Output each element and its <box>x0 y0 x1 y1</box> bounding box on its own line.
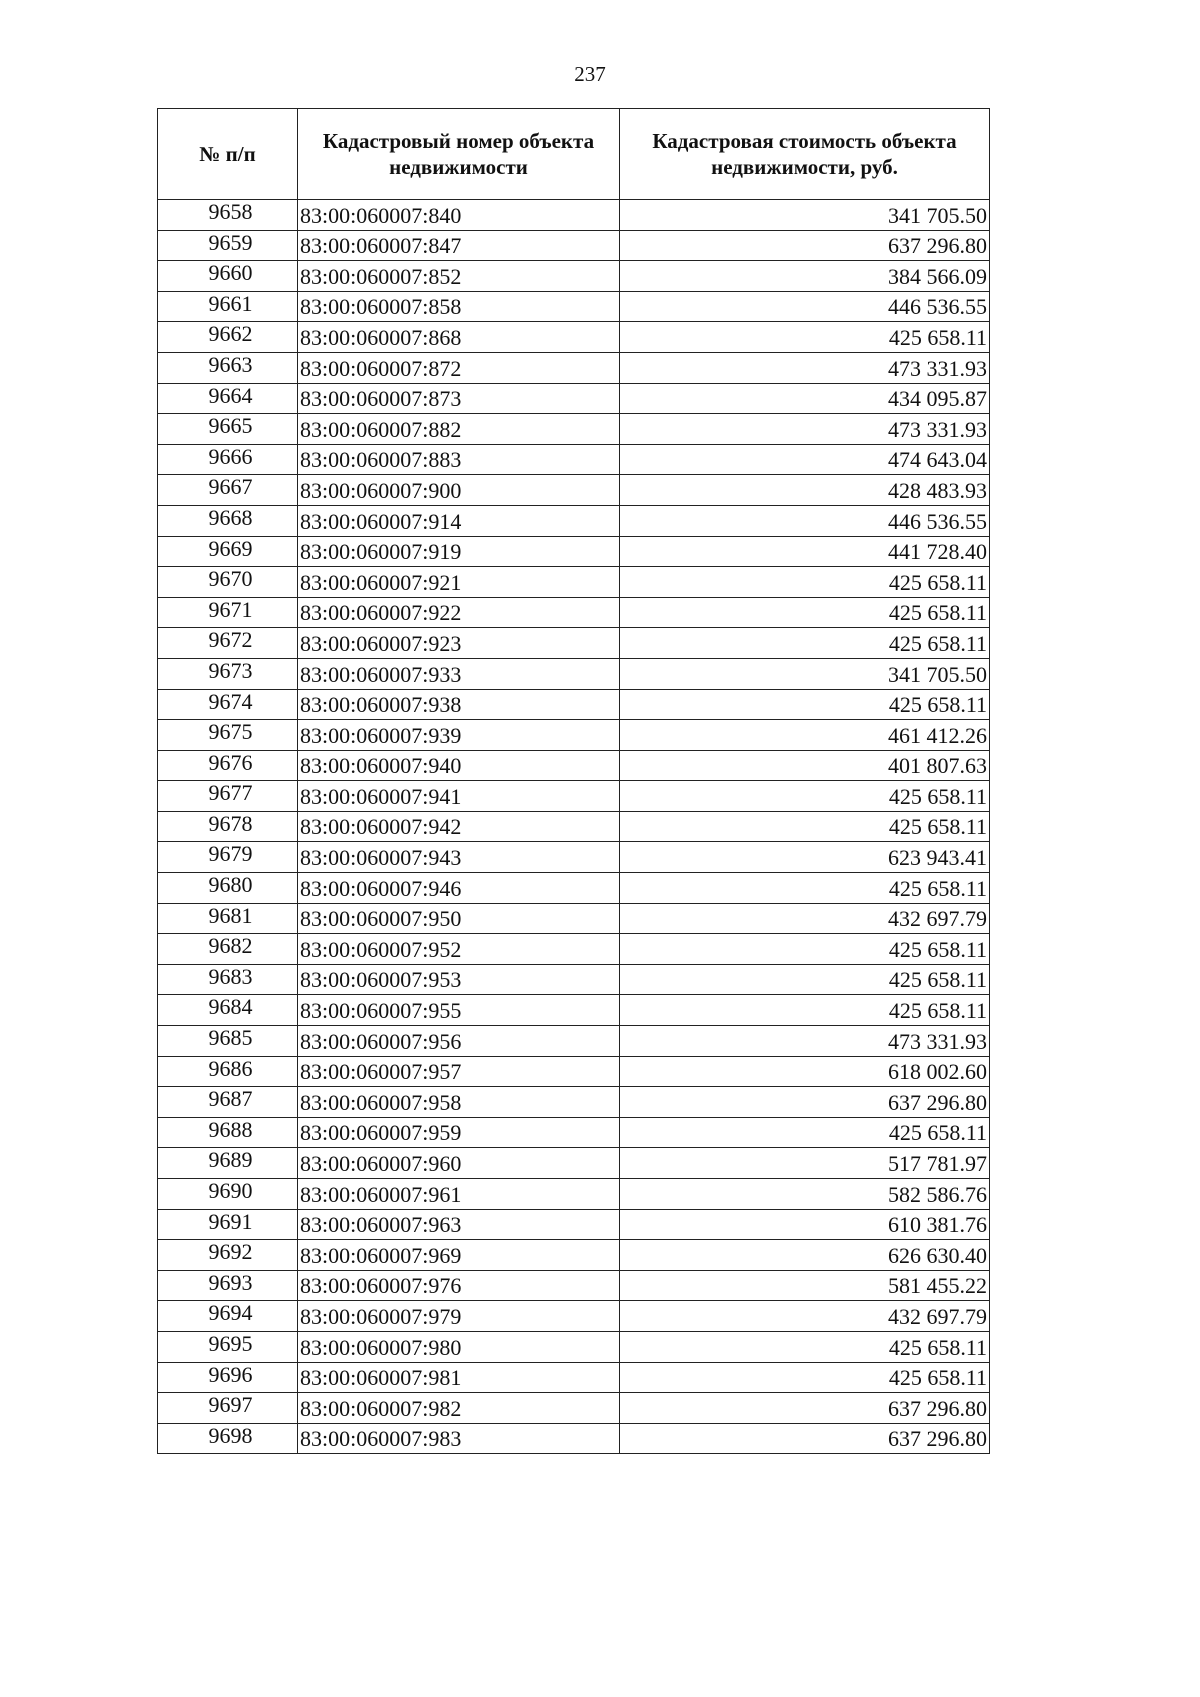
cadastral-value-cell: 401 807.63 <box>620 750 990 781</box>
row-index-cell: 9694 <box>158 1301 298 1332</box>
row-index-cell: 9670 <box>158 567 298 598</box>
table-row <box>158 505 990 536</box>
cadastral-value-cell: 425 658.11 <box>620 628 990 659</box>
cadastral-value-cell: 425 658.11 <box>620 597 990 628</box>
row-index-cell: 9696 <box>158 1362 298 1393</box>
cadastral-value-cell: 474 643.04 <box>620 444 990 475</box>
table-row <box>158 230 990 261</box>
cadastral-number-cell: 83:00:060007:955 <box>298 995 620 1026</box>
cadastral-value-cell: 626 630.40 <box>620 1240 990 1271</box>
table-row <box>158 934 990 965</box>
cadastral-value-cell: 425 658.11 <box>620 322 990 353</box>
cadastral-number-cell: 83:00:060007:943 <box>298 842 620 873</box>
table-row <box>158 1362 990 1393</box>
cadastral-value-cell: 637 296.80 <box>620 1393 990 1424</box>
cadastral-number-cell: 83:00:060007:953 <box>298 964 620 995</box>
cadastral-value-cell: 441 728.40 <box>620 536 990 567</box>
header-row <box>158 109 990 200</box>
cadastral-number-cell: 83:00:060007:963 <box>298 1209 620 1240</box>
table-row <box>158 720 990 751</box>
header-cadastral-number: Кадастровый номер объекта недвижимости <box>298 109 620 200</box>
cadastral-value-cell: 425 658.11 <box>620 781 990 812</box>
table-row <box>158 658 990 689</box>
row-index-cell: 9683 <box>158 964 298 995</box>
cadastral-value-cell: 473 331.93 <box>620 1026 990 1057</box>
table-row <box>158 1087 990 1118</box>
table-row <box>158 322 990 353</box>
cadastral-number-cell: 83:00:060007:882 <box>298 414 620 445</box>
table-row <box>158 1331 990 1362</box>
cadastral-value-cell: 432 697.79 <box>620 1301 990 1332</box>
row-index-cell: 9687 <box>158 1087 298 1118</box>
row-index-cell: 9665 <box>158 414 298 445</box>
cadastral-number-cell: 83:00:060007:959 <box>298 1117 620 1148</box>
row-index-cell: 9660 <box>158 261 298 292</box>
table-row <box>158 414 990 445</box>
row-index-cell: 9672 <box>158 628 298 659</box>
row-index-cell: 9661 <box>158 291 298 322</box>
cadastral-number-cell: 83:00:060007:858 <box>298 291 620 322</box>
row-index-cell: 9662 <box>158 322 298 353</box>
cadastral-number-cell: 83:00:060007:958 <box>298 1087 620 1118</box>
row-index-cell: 9666 <box>158 444 298 475</box>
row-index-cell: 9681 <box>158 903 298 934</box>
row-index-cell: 9664 <box>158 383 298 414</box>
cadastral-value-cell: 425 658.11 <box>620 1362 990 1393</box>
table-row <box>158 689 990 720</box>
row-index-cell: 9690 <box>158 1179 298 1210</box>
cadastral-number-cell: 83:00:060007:914 <box>298 505 620 536</box>
cadastral-table-container <box>157 108 989 1454</box>
cadastral-value-cell: 623 943.41 <box>620 842 990 873</box>
row-index-cell: 9684 <box>158 995 298 1026</box>
row-index-cell: 9695 <box>158 1331 298 1362</box>
cadastral-value-cell: 637 296.80 <box>620 1423 990 1454</box>
table-row <box>158 873 990 904</box>
row-index-cell: 9693 <box>158 1270 298 1301</box>
cadastral-number-cell: 83:00:060007:868 <box>298 322 620 353</box>
table-row <box>158 291 990 322</box>
table-body <box>158 200 990 1454</box>
cadastral-value-cell: 582 586.76 <box>620 1179 990 1210</box>
cadastral-number-cell: 83:00:060007:852 <box>298 261 620 292</box>
cadastral-value-cell: 446 536.55 <box>620 291 990 322</box>
row-index-cell: 9658 <box>158 200 298 231</box>
cadastral-value-cell: 581 455.22 <box>620 1270 990 1301</box>
cadastral-number-cell: 83:00:060007:942 <box>298 811 620 842</box>
cadastral-value-cell: 425 658.11 <box>620 811 990 842</box>
cadastral-number-cell: 83:00:060007:847 <box>298 230 620 261</box>
cadastral-value-cell: 425 658.11 <box>620 567 990 598</box>
cadastral-value-cell: 425 658.11 <box>620 1331 990 1362</box>
cadastral-number-cell: 83:00:060007:946 <box>298 873 620 904</box>
cadastral-number-cell: 83:00:060007:980 <box>298 1331 620 1362</box>
cadastral-number-cell: 83:00:060007:940 <box>298 750 620 781</box>
header-index: № п/п <box>158 109 298 200</box>
cadastral-number-cell: 83:00:060007:957 <box>298 1056 620 1087</box>
row-index-cell: 9686 <box>158 1056 298 1087</box>
table-row <box>158 995 990 1026</box>
table-row <box>158 1179 990 1210</box>
cadastral-number-cell: 83:00:060007:900 <box>298 475 620 506</box>
row-index-cell: 9689 <box>158 1148 298 1179</box>
row-index-cell: 9677 <box>158 781 298 812</box>
row-index-cell: 9679 <box>158 842 298 873</box>
table-row <box>158 1209 990 1240</box>
row-index-cell: 9680 <box>158 873 298 904</box>
cadastral-value-cell: 425 658.11 <box>620 934 990 965</box>
page-number: 237 <box>574 62 606 86</box>
table-row <box>158 1148 990 1179</box>
cadastral-number-cell: 83:00:060007:982 <box>298 1393 620 1424</box>
cadastral-value-cell: 425 658.11 <box>620 873 990 904</box>
row-index-cell: 9674 <box>158 689 298 720</box>
cadastral-number-cell: 83:00:060007:840 <box>298 200 620 231</box>
cadastral-value-cell: 461 412.26 <box>620 720 990 751</box>
row-index-cell: 9698 <box>158 1423 298 1454</box>
row-index-cell: 9671 <box>158 597 298 628</box>
cadastral-value-cell: 473 331.93 <box>620 352 990 383</box>
cadastral-number-cell: 83:00:060007:941 <box>298 781 620 812</box>
cadastral-value-cell: 432 697.79 <box>620 903 990 934</box>
row-index-cell: 9682 <box>158 934 298 965</box>
cadastral-number-cell: 83:00:060007:976 <box>298 1270 620 1301</box>
table-row <box>158 628 990 659</box>
table-row <box>158 536 990 567</box>
table-row <box>158 1423 990 1454</box>
table-row <box>158 1026 990 1057</box>
header-cadastral-value: Кадастровая стоимость объекта недвижимости, руб. <box>620 109 990 200</box>
cadastral-number-cell: 83:00:060007:983 <box>298 1423 620 1454</box>
table-row <box>158 1270 990 1301</box>
table-row <box>158 781 990 812</box>
table-row <box>158 1056 990 1087</box>
cadastral-value-cell: 446 536.55 <box>620 505 990 536</box>
cadastral-value-cell: 425 658.11 <box>620 964 990 995</box>
table-row <box>158 750 990 781</box>
cadastral-number-cell: 83:00:060007:921 <box>298 567 620 598</box>
cadastral-number-cell: 83:00:060007:981 <box>298 1362 620 1393</box>
row-index-cell: 9673 <box>158 658 298 689</box>
table-row <box>158 567 990 598</box>
cadastral-number-cell: 83:00:060007:952 <box>298 934 620 965</box>
table-row <box>158 475 990 506</box>
cadastral-number-cell: 83:00:060007:960 <box>298 1148 620 1179</box>
row-index-cell: 9669 <box>158 536 298 567</box>
cadastral-number-cell: 83:00:060007:938 <box>298 689 620 720</box>
row-index-cell: 9691 <box>158 1209 298 1240</box>
table-row <box>158 1240 990 1271</box>
cadastral-value-table <box>157 108 990 1454</box>
cadastral-number-cell: 83:00:060007:961 <box>298 1179 620 1210</box>
cadastral-number-cell: 83:00:060007:979 <box>298 1301 620 1332</box>
table-row <box>158 261 990 292</box>
table-row <box>158 444 990 475</box>
cadastral-value-cell: 428 483.93 <box>620 475 990 506</box>
row-index-cell: 9663 <box>158 352 298 383</box>
row-index-cell: 9667 <box>158 475 298 506</box>
row-index-cell: 9688 <box>158 1117 298 1148</box>
table-row <box>158 597 990 628</box>
row-index-cell: 9676 <box>158 750 298 781</box>
cadastral-number-cell: 83:00:060007:883 <box>298 444 620 475</box>
cadastral-value-cell: 637 296.80 <box>620 230 990 261</box>
cadastral-value-cell: 637 296.80 <box>620 1087 990 1118</box>
table-row <box>158 811 990 842</box>
row-index-cell: 9685 <box>158 1026 298 1057</box>
cadastral-number-cell: 83:00:060007:933 <box>298 658 620 689</box>
cadastral-number-cell: 83:00:060007:873 <box>298 383 620 414</box>
table-row <box>158 1117 990 1148</box>
table-row <box>158 1393 990 1424</box>
cadastral-value-cell: 425 658.11 <box>620 1117 990 1148</box>
cadastral-value-cell: 425 658.11 <box>620 995 990 1026</box>
row-index-cell: 9697 <box>158 1393 298 1424</box>
table-row <box>158 1301 990 1332</box>
row-index-cell: 9692 <box>158 1240 298 1271</box>
cadastral-value-cell: 618 002.60 <box>620 1056 990 1087</box>
cadastral-number-cell: 83:00:060007:950 <box>298 903 620 934</box>
row-index-cell: 9659 <box>158 230 298 261</box>
table-header <box>158 109 990 200</box>
cadastral-number-cell: 83:00:060007:922 <box>298 597 620 628</box>
cadastral-value-cell: 473 331.93 <box>620 414 990 445</box>
table-row <box>158 842 990 873</box>
row-index-cell: 9668 <box>158 505 298 536</box>
table-row <box>158 964 990 995</box>
table-row <box>158 903 990 934</box>
cadastral-value-cell: 341 705.50 <box>620 658 990 689</box>
cadastral-number-cell: 83:00:060007:956 <box>298 1026 620 1057</box>
cadastral-number-cell: 83:00:060007:969 <box>298 1240 620 1271</box>
cadastral-number-cell: 83:00:060007:872 <box>298 352 620 383</box>
cadastral-value-cell: 384 566.09 <box>620 261 990 292</box>
row-index-cell: 9678 <box>158 811 298 842</box>
table-row <box>158 352 990 383</box>
cadastral-value-cell: 425 658.11 <box>620 689 990 720</box>
row-index-cell: 9675 <box>158 720 298 751</box>
table-row <box>158 200 990 231</box>
cadastral-value-cell: 517 781.97 <box>620 1148 990 1179</box>
cadastral-value-cell: 434 095.87 <box>620 383 990 414</box>
cadastral-number-cell: 83:00:060007:939 <box>298 720 620 751</box>
cadastral-value-cell: 341 705.50 <box>620 200 990 231</box>
cadastral-value-cell: 610 381.76 <box>620 1209 990 1240</box>
table-row <box>158 383 990 414</box>
cadastral-number-cell: 83:00:060007:923 <box>298 628 620 659</box>
cadastral-number-cell: 83:00:060007:919 <box>298 536 620 567</box>
